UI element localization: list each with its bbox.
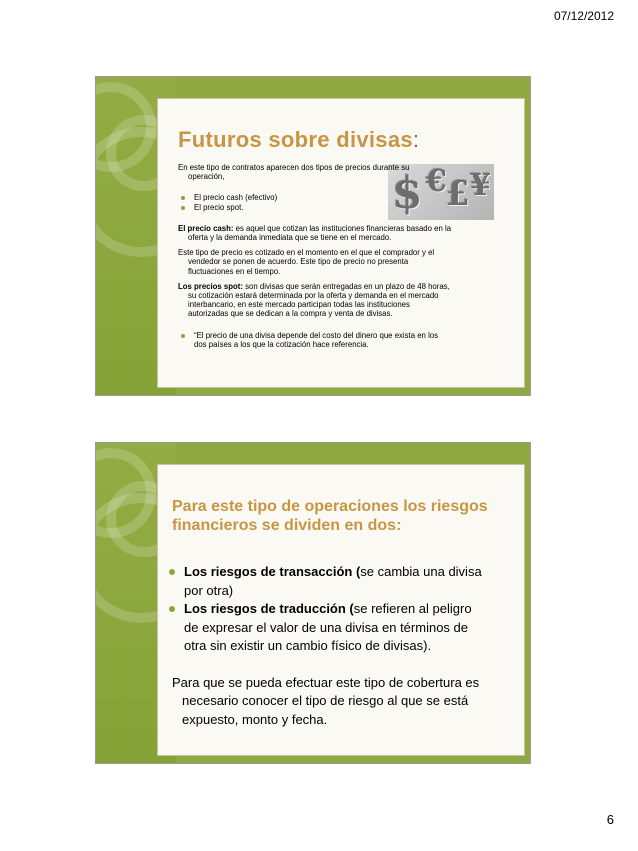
intro-text: En este tipo de contratos aparecen dos tipos de precios durante su operación,: [178, 163, 410, 182]
cash-definition: El precio cash: es aquel que cotizan las instituciones financieras basado en la oferta y la demanda inmediata que se tiene en el mercado.: [178, 223, 452, 243]
bullet-riesgos-traduccion: Los riesgos de traducción (se refieren al peligro de expresar el valor de una divisa en términos de otra sin existir un cambio físico de divisas).: [172, 600, 516, 656]
bullet-precio-cash: El precio cash (efectivo): [178, 193, 524, 202]
bullet-riesgos-transaccion: Los riesgos de transacción (se cambia una divisa por otra): [172, 563, 516, 600]
quote-bullet: “El precio de una divisa depende del costo del dinero que exista en los dos países a los que la cotización hace referencia.: [178, 331, 524, 349]
slide-body: [172, 563, 516, 729]
slide-title: Futuros sobre divisas:: [178, 127, 420, 152]
slide-futuros-sobre-divisas: [96, 77, 530, 395]
bullet-precio-spot: El precio spot.: [178, 203, 524, 212]
slide-title: Para este tipo de operaciones los riesgos financieros se dividen en dos:: [172, 498, 488, 534]
slide-riesgos-financieros: [96, 443, 530, 763]
dollar-icon: $: [392, 168, 423, 219]
pound-icon: £: [446, 174, 470, 214]
print-date: 07/12/2012: [553, 9, 614, 23]
euro-icon: €: [426, 164, 447, 199]
page-number: 6: [606, 812, 614, 827]
yen-icon: ¥: [470, 168, 491, 203]
slide-content-panel: [158, 99, 524, 387]
spot-definition: Los precios spot: son divisas que serán entregadas en un plazo de 48 horas, su cotización estará determinada por la oferta y demanda en el mercado interbancario, en este mercado participan todas las instituciones autorizadas que se dedican a la compra y venta de divisas.: [178, 281, 450, 319]
cash-explanation: Este tipo de precio es cotizado en el momento en el que el comprador y el vendedor se ponen de acuerdo. Este tipo de precio no presenta fluctuaciones en el tiempo.: [178, 248, 435, 276]
slide-body: [178, 163, 524, 349]
cobertura-paragraph: Para que se pueda efectuar este tipo de cobertura es necesario conocer el tipo de riesgo al que se está expuesto, monto y fecha.: [172, 674, 480, 727]
slide-content-panel: [158, 465, 524, 755]
